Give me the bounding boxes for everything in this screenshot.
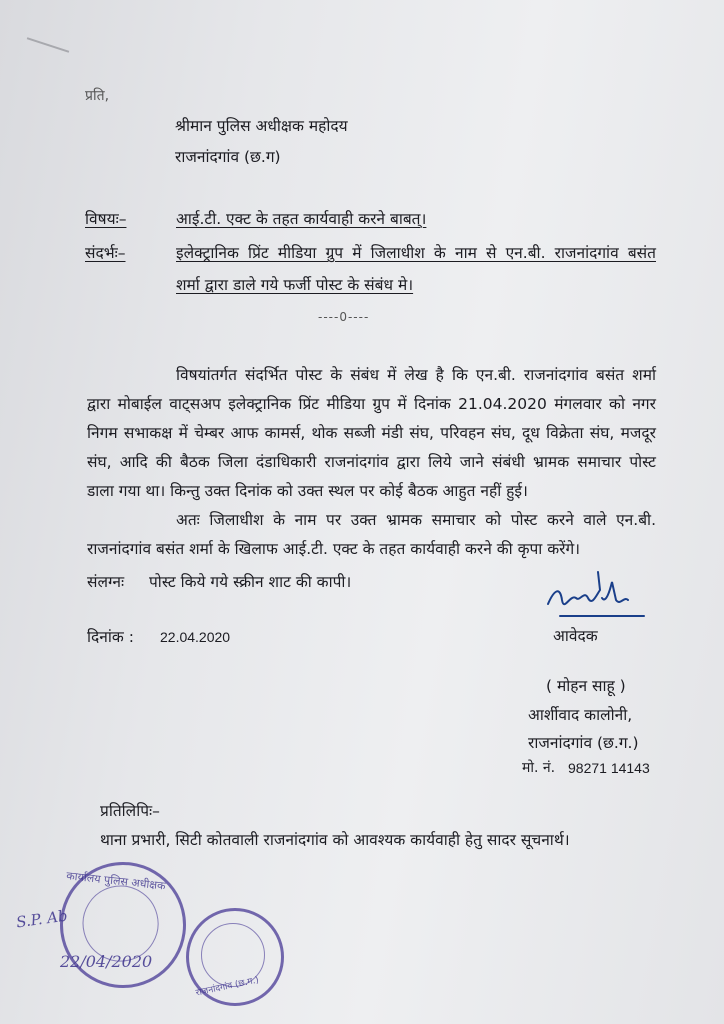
sender-address2: राजनांदगांव (छ.ग.) [528,734,639,752]
stamp-right-text: राजनांदगांव (छ.ग.) [194,975,260,999]
body-line-6: अतः जिलाधीश के नाम पर उक्त भ्रामक समाचार को पोस्ट करने वाले एन.बी. [176,511,656,529]
office-seal-right [186,908,284,1006]
subject-text: आई.टी. एक्ट के तहत कार्यवाही करने बाबत्। [176,210,427,228]
reference-line1: इलेक्ट्रानिक प्रिंट मीडिया ग्रुप में जिलाधीश के नाम से एन.बी. राजनांदगांव बसंत [176,244,656,262]
enclosure-label: संलग्नः [87,573,125,591]
enclosure-text: पोस्ट किये गये स्क्रीन शाट की कापी। [149,573,352,591]
handwritten-receipt-note: S.P. Ab [14,906,69,932]
body-line-7: राजनांदगांव बसंत शर्मा के खिलाफ आई.टी. एक्ट के तहत कार्यवाही करने की कृपा करेंगे। [87,540,581,558]
sender-name: ( मोहन साहू ) [546,677,626,695]
sender-address1: आर्शीवाद कालोनी, [528,706,633,724]
date-label: दिनांक : [87,628,134,646]
body-line-3: निगम सभाकक्ष में चेम्बर आफ कामर्स, थोक सब्जी मंडी संघ, परिवहन संघ, दूध विक्रेता संघ, मजदूर [87,424,656,442]
paper-mark [27,37,69,52]
separator: ----0---- [318,310,370,324]
handwritten-receipt-date: 22/04/2020 [60,952,153,971]
reference-line2: शर्मा द्वारा डाले गये फर्जी पोस्ट के संबंध मे। [176,276,414,294]
prati-label: प्रति, [85,88,110,104]
body-line-1: विषयांतर्गत संदर्भित पोस्ट के संबंध में लेख है कि एन.बी. राजनांदगांव बसंत शर्मा [176,366,656,384]
office-seal-left [47,849,200,1002]
body-line-2: द्वारा मोबाईल वाट्सअप इलेक्ट्रानिक प्रिंट मीडिया ग्रुप में दिनांक 21.04.2020 मंगलवार को नगर [87,395,656,413]
addressee-line1: श्रीमान पुलिस अधीक्षक महोदय [175,117,348,135]
sender-mobile: 98271 14143 [568,760,650,776]
sender-mobile-label: मो. नं. [522,760,556,776]
date-value: 22.04.2020 [160,629,231,645]
body-line-4: संघ, आदि की बैठक जिला दंडाधिकारी राजनांदगांव द्वारा लिये जाने संबंधी भ्रामक समाचार पोस्ट [87,453,656,471]
subject-label: विषयः– [85,210,127,228]
stamp-left-text: कार्यालय पुलिस अधीक्षक [65,869,167,893]
copy-label: प्रतिलिपिः– [100,802,160,820]
signature [540,560,650,628]
reference-label: संदर्भः– [85,244,126,262]
applicant-label: आवेदक [553,627,598,645]
addressee-line2: राजनांदगांव (छ.ग) [175,148,281,166]
copy-text: थाना प्रभारी, सिटी कोतवाली राजनांदगांव को आवश्यक कार्यवाही हेतु सादर सूचनार्थ। [100,831,570,849]
body-line-5: डाला गया था। किन्तु उक्त दिनांक को उक्त स्थल पर कोई बैठक आहुत नहीं हुई। [87,482,528,500]
